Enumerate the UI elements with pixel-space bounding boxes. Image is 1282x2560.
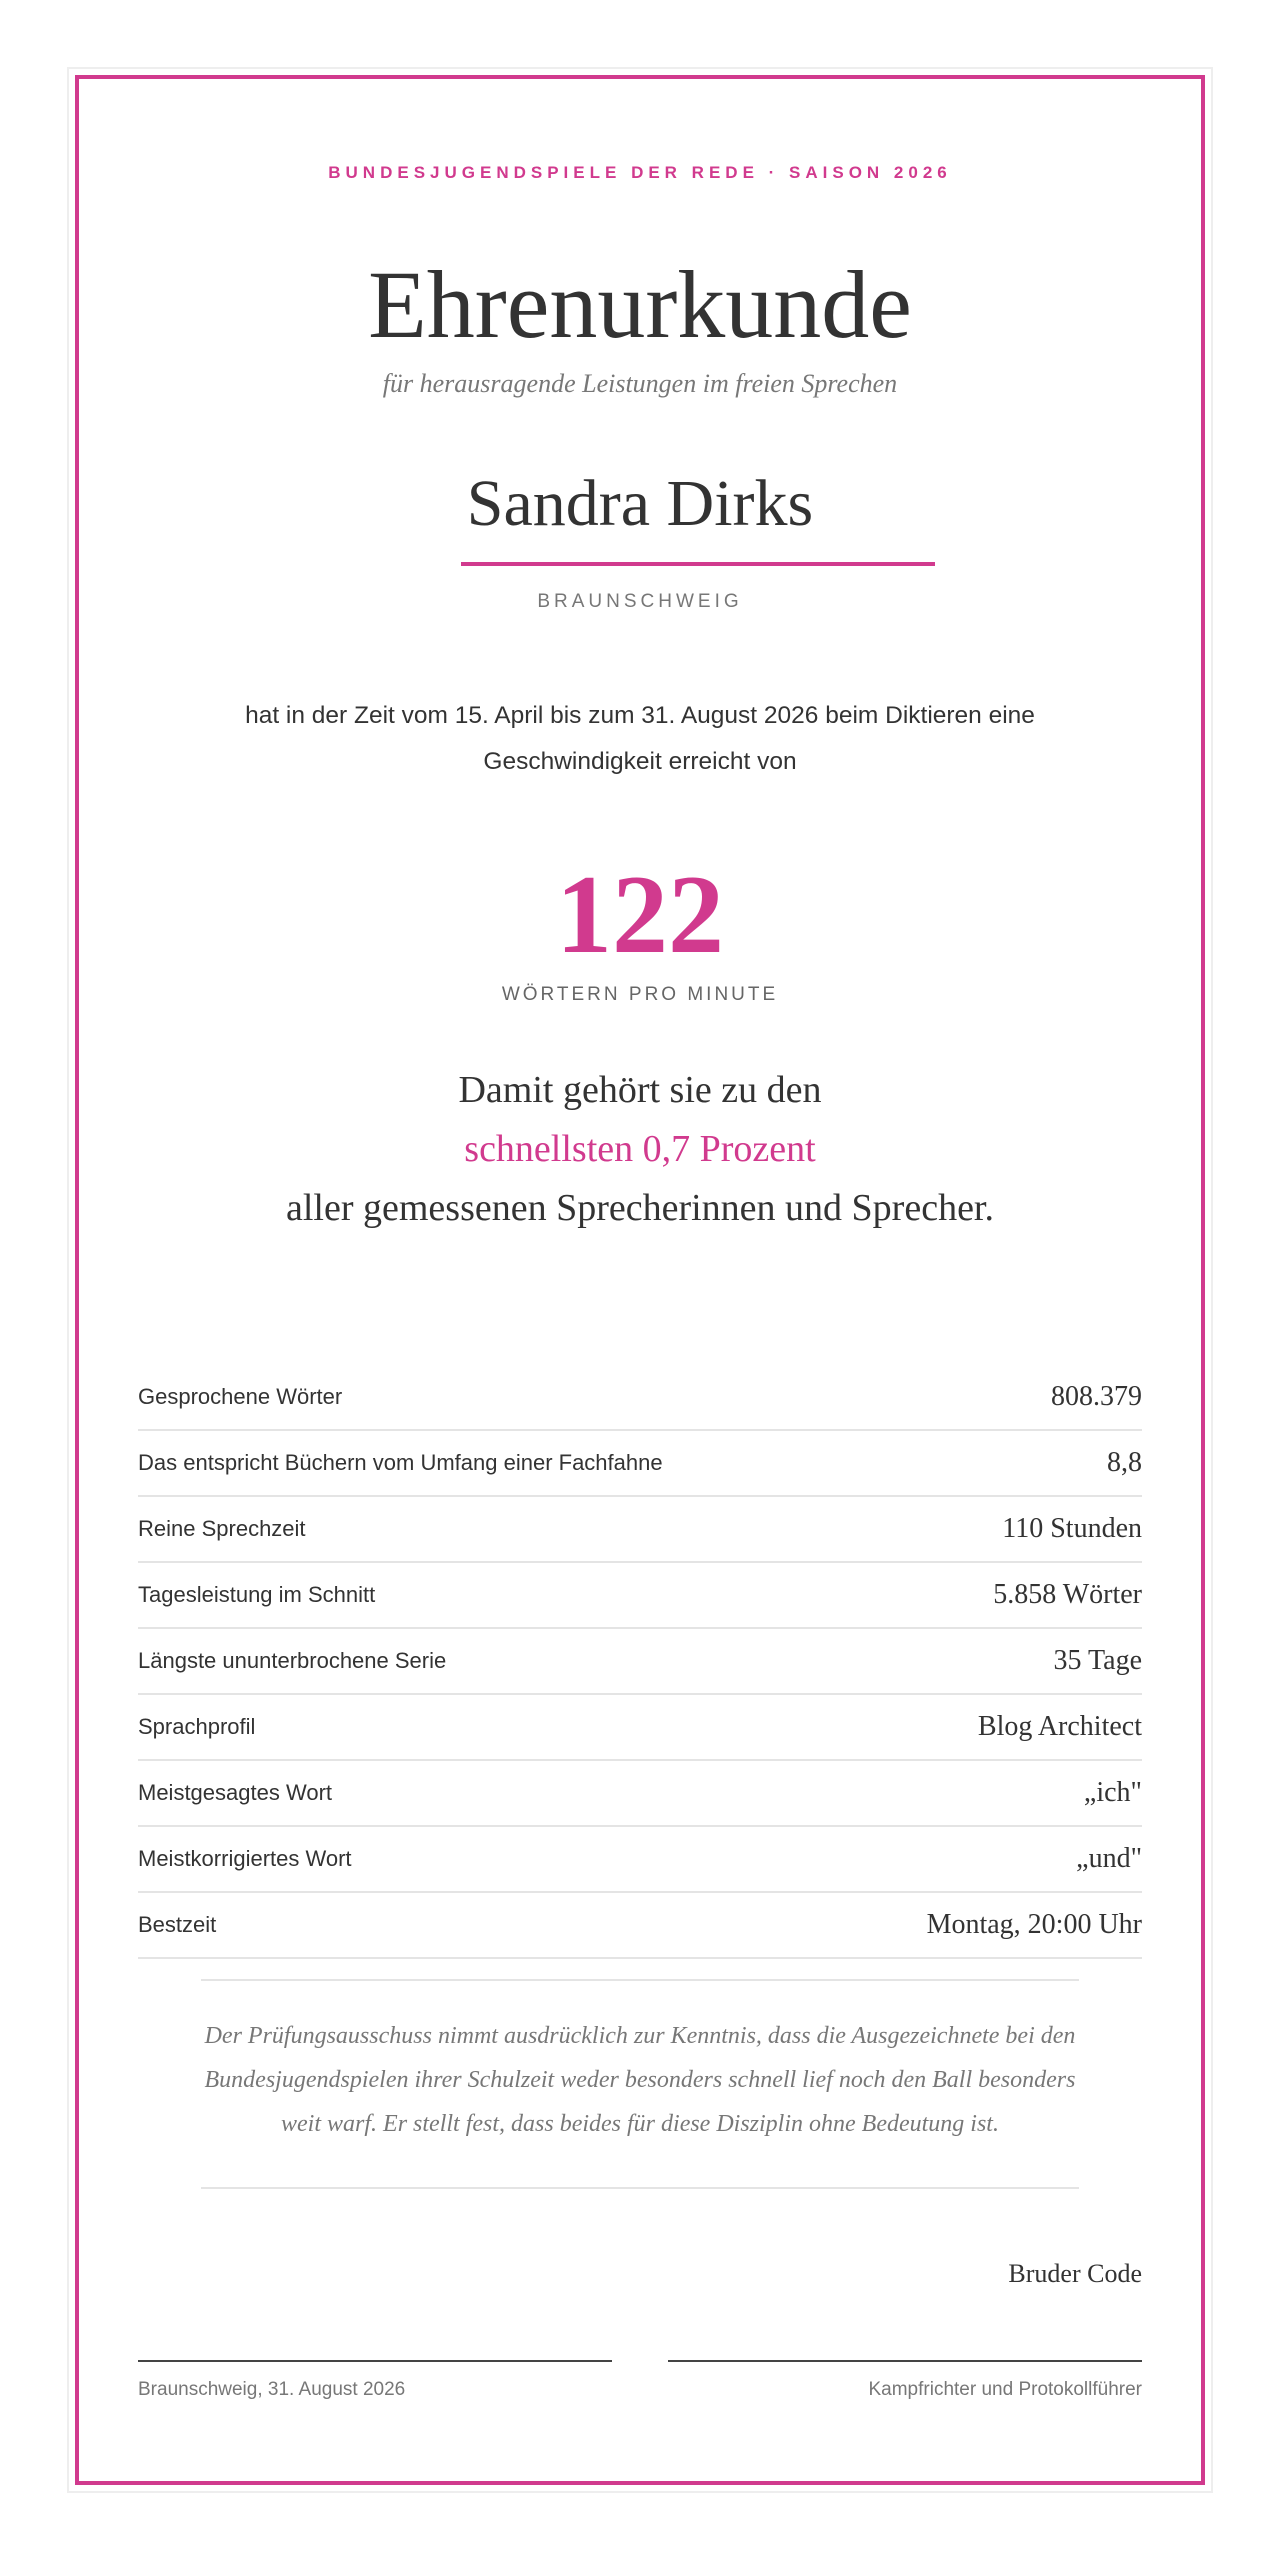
score-unit: WÖRTERN PRO MINUTE xyxy=(501,984,779,1005)
statement-line-3: aller gemessenen Sprecherinnen und Sprecher. xyxy=(285,1187,994,1229)
stat-row xyxy=(138,1893,1142,1959)
stat-value: „ich" xyxy=(1083,1777,1142,1808)
place-date-line xyxy=(138,2360,612,2362)
stat-value: „und" xyxy=(1076,1843,1142,1874)
statement-highlight: schnellsten 0,7 Prozent xyxy=(464,1128,816,1170)
signer-role-caption: Kampfrichter und Protokollführer xyxy=(868,2379,1142,2400)
note-top-divider xyxy=(201,1979,1079,1981)
score-value: 122 xyxy=(556,853,724,977)
stat-row xyxy=(138,1431,1142,1497)
stat-label: Meistkorrigiertes Wort xyxy=(138,1846,352,1871)
signature-name: Bruder Code xyxy=(1008,2259,1142,2288)
stat-label: Bestzeit xyxy=(138,1912,217,1937)
stat-row xyxy=(138,1827,1142,1893)
certificate-content xyxy=(138,79,1142,2481)
stat-label: Sprachprofil xyxy=(138,1714,256,1739)
stat-row xyxy=(138,1497,1142,1563)
stats-table xyxy=(138,1365,1142,1959)
stat-value: 110 Stunden xyxy=(1002,1513,1142,1544)
stat-label: Meistgesagtes Wort xyxy=(138,1780,333,1805)
certificate-subtitle: für herausragende Leistungen im freien Sprechen xyxy=(382,369,898,398)
place-date-caption: Braunschweig, 31. August 2026 xyxy=(138,2379,406,2400)
stat-row xyxy=(138,1629,1142,1695)
stat-row xyxy=(138,1761,1142,1827)
signature-line xyxy=(668,2360,1142,2362)
stat-value: 808.379 xyxy=(1051,1381,1142,1412)
stat-value: Blog Architect xyxy=(977,1711,1142,1742)
recipient-city: BRAUNSCHWEIG xyxy=(537,591,743,612)
event-eyebrow: BUNDESJUGENDSPIELE DER REDE · SAISON 2026 xyxy=(328,163,952,182)
note-bottom-divider xyxy=(201,2187,1079,2189)
stat-value: 8,8 xyxy=(1107,1447,1142,1478)
stat-label: Gesprochene Wörter xyxy=(138,1384,343,1409)
achievement-statement xyxy=(138,1061,1142,1238)
stat-value: 5.858 Wörter xyxy=(993,1579,1142,1610)
statement-line-1: Damit gehört sie zu den xyxy=(458,1069,822,1111)
intro-text: hat in der Zeit vom 15. April bis zum 31. August 2026 beim Diktieren eine Geschwindigkeit erreicht von xyxy=(245,702,1035,775)
stat-label: Das entspricht Büchern vom Umfang einer Fachfahne xyxy=(138,1450,663,1475)
stat-label: Tagesleistung im Schnitt xyxy=(138,1582,376,1607)
stat-row xyxy=(138,1563,1142,1629)
stat-label: Reine Sprechzeit xyxy=(138,1516,306,1541)
stat-row xyxy=(138,1365,1142,1431)
name-underline xyxy=(461,562,935,566)
certificate xyxy=(75,75,1205,2485)
certificate-title: Ehrenurkunde xyxy=(368,251,912,358)
committee-note: Der Prüfungsausschuss nimmt ausdrücklich zur Kenntnis, dass die Ausgezeichnete bei den Bundesjugendspielen ihrer Schulzeit weder besonders schnell lief noch den Ball besonders weit warf. Er stellt fest, dass beides für diese Disziplin ohne Bedeutung ist. xyxy=(204,2023,1076,2137)
recipient-name: Sandra Dirks xyxy=(466,467,814,540)
stat-row xyxy=(138,1695,1142,1761)
stat-value: Montag, 20:00 Uhr xyxy=(926,1909,1142,1940)
stat-value: 35 Tage xyxy=(1053,1645,1142,1676)
stat-label: Längste ununterbrochene Serie xyxy=(138,1648,447,1673)
